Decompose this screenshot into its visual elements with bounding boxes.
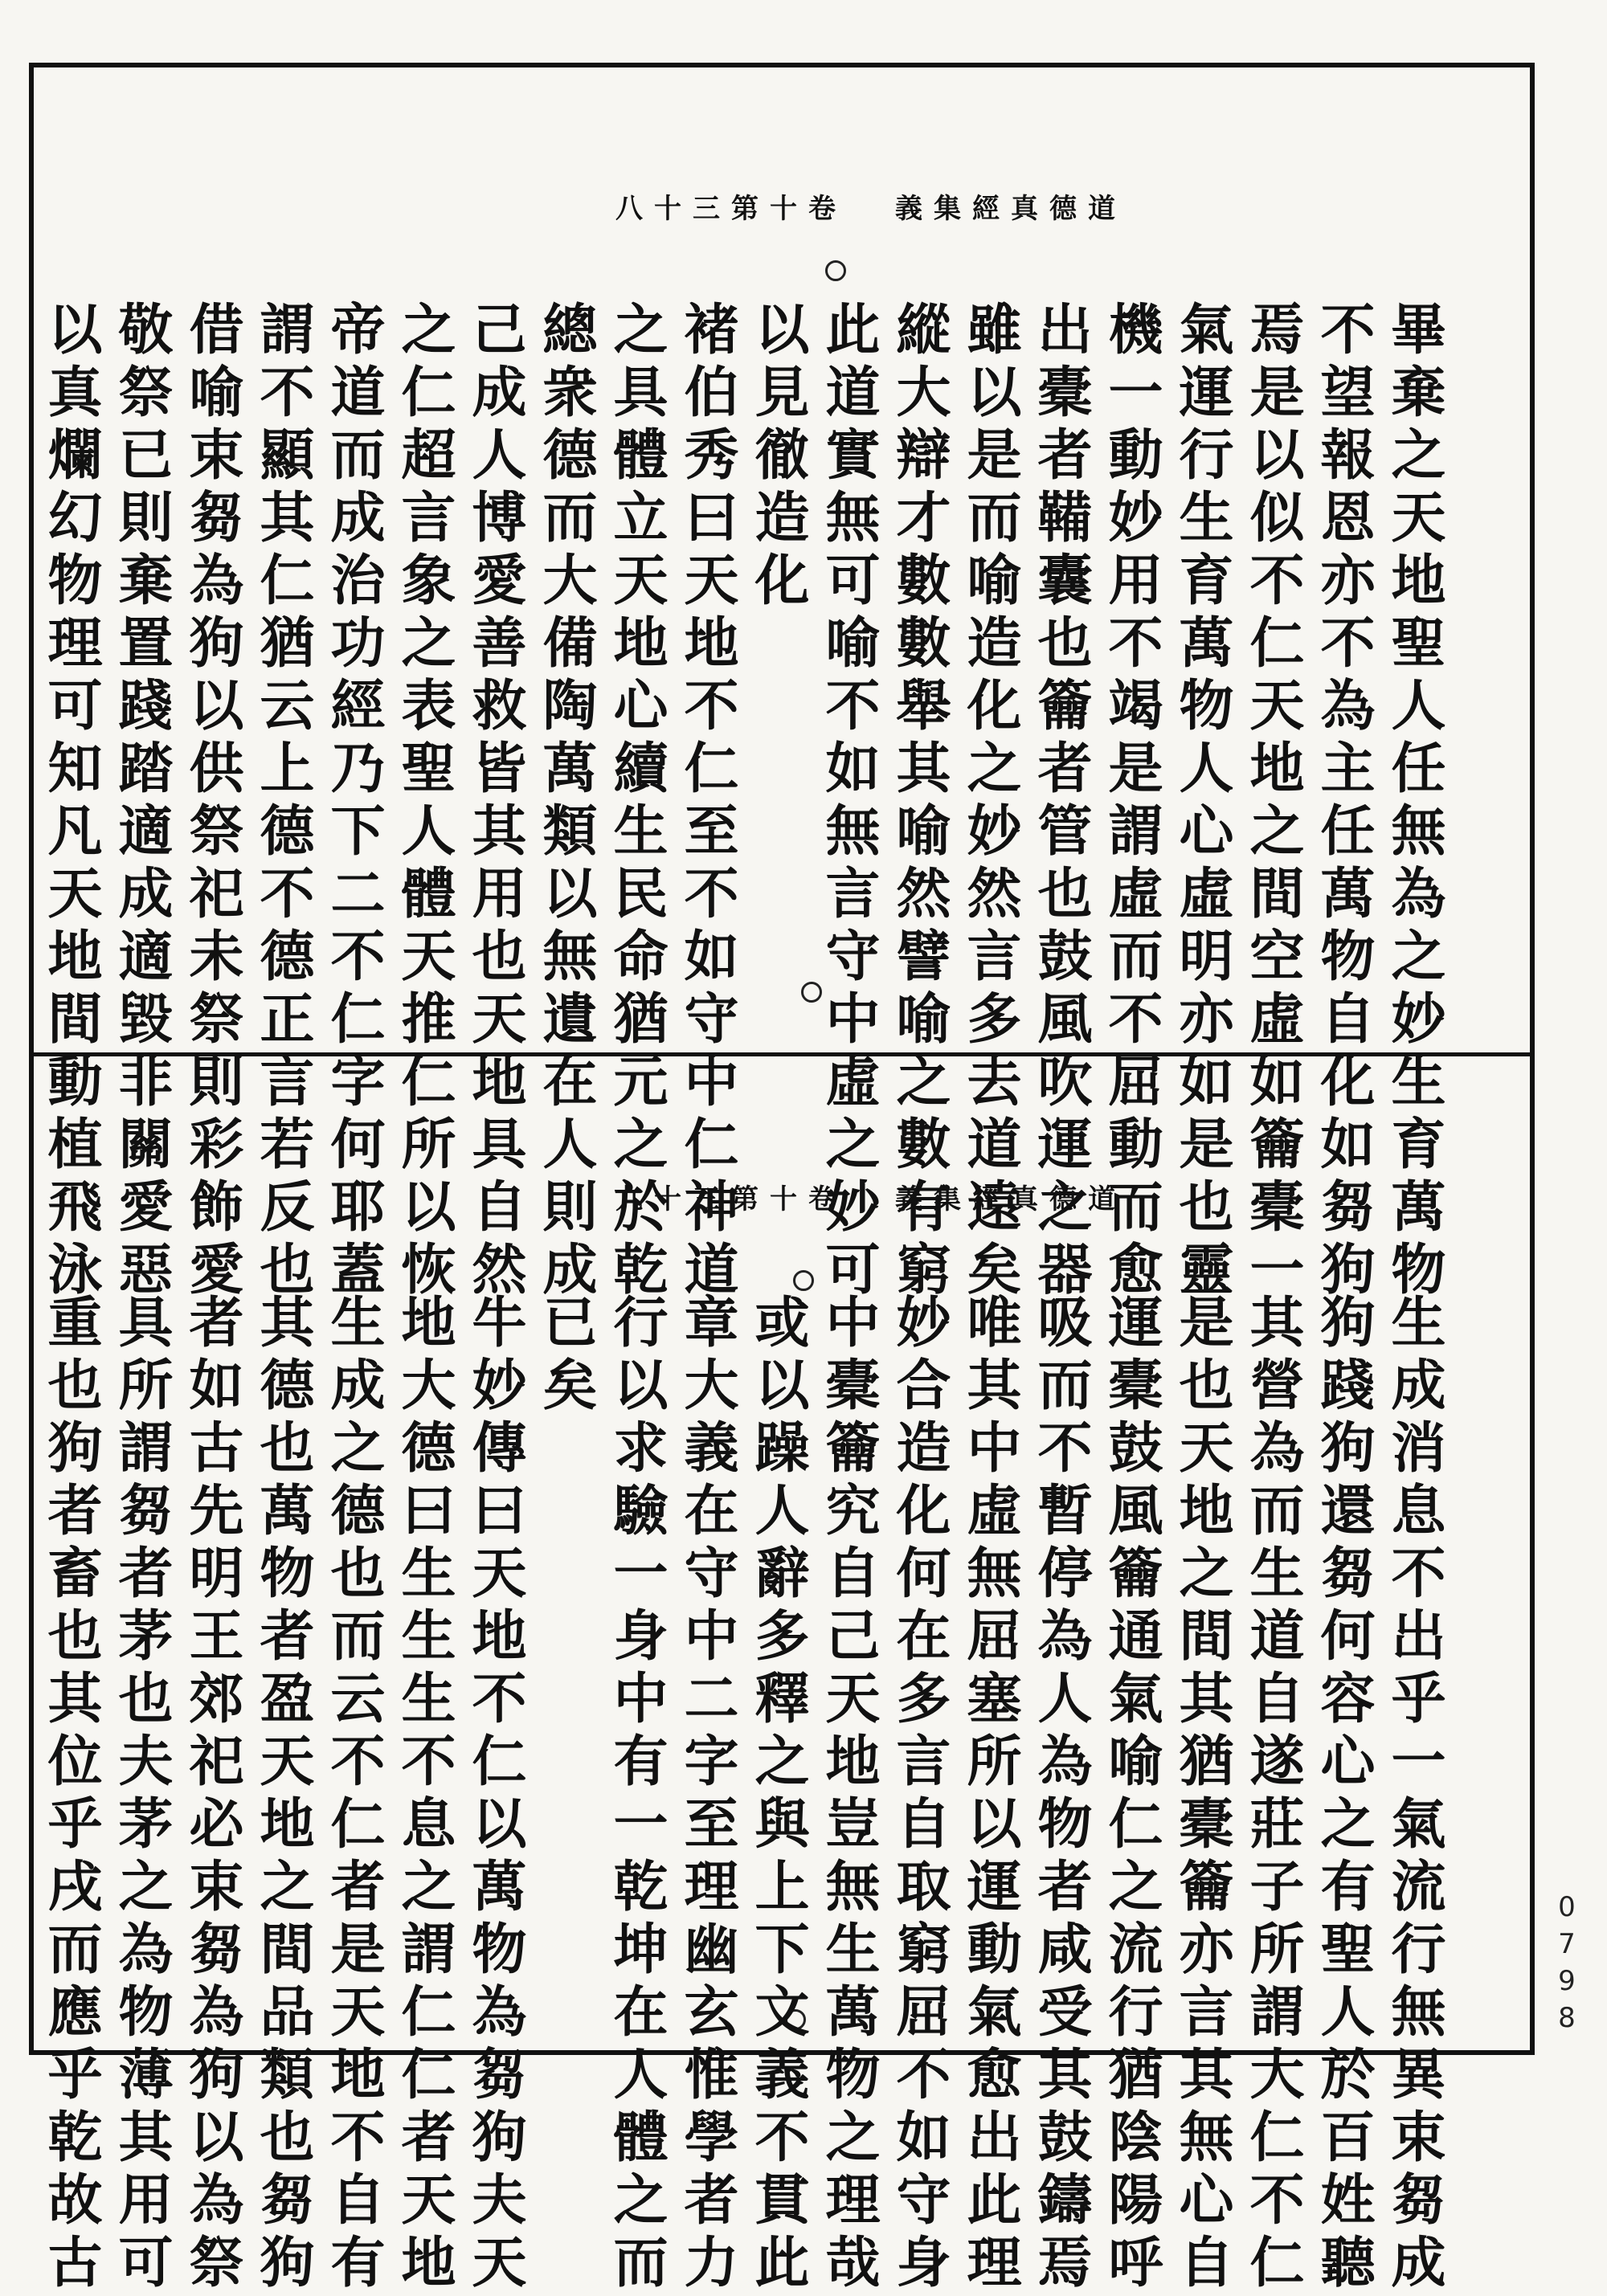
text-column: 總衆德而大備陶萬類以無遺在人則成 xyxy=(534,300,598,1303)
text-column: 帝道而成治功經乃下二不仁字何耶蓋 xyxy=(321,300,386,1303)
text-column: 運橐鼓風籥通氣喻仁之流行猶陰陽呼 xyxy=(1099,1293,1163,2296)
bottom-page-chapter: 卷十第三十九 xyxy=(615,1183,847,1215)
text-column: 是也天地之間其猶橐籥亦言其無心自 xyxy=(1170,1293,1234,2296)
top-page-chapter: 卷十第三十八 xyxy=(615,193,847,225)
text-column: 褚伯秀曰天地不仁至不如守中仁神道 xyxy=(675,300,739,1303)
text-column: 中橐籥究自己天地豈無生萬物之理哉 xyxy=(816,1293,881,2296)
page-number: 0798 xyxy=(1551,1891,1583,2039)
text-column: 生成之德也而云不仁者是天地不自有 xyxy=(321,1293,386,2296)
top-page-header xyxy=(516,186,1127,226)
text-column: 己成人博愛善救皆其用也天地具自然 xyxy=(463,300,527,1303)
text-column: 唯其中虛無屈塞所以運動氣愈出此理 xyxy=(958,1293,1022,2296)
circle-marker-icon xyxy=(793,1270,814,1291)
bottom-page-title: 道德真經集義 xyxy=(895,1183,1127,1215)
bottom-page-header xyxy=(516,1177,1127,1216)
text-column: 焉是以似不仁天地之間空虛如籥橐一 xyxy=(1241,300,1305,1303)
text-column: 之具體立天地心續生民命猶元之於乾 xyxy=(604,300,669,1303)
text-column: 者如古先明王郊祀必束芻為狗以為祭 xyxy=(180,1293,244,2296)
text-column: 以見徹造化 xyxy=(746,300,810,614)
text-column: 地大德曰生生生不息之謂仁仁者天地 xyxy=(392,1293,456,2296)
text-column: 其營為而生道自遂莊子所謂大仁不仁 xyxy=(1241,1293,1305,2296)
text-column: 此道實無可喻不如無言守中虛之妙可 xyxy=(816,300,881,1303)
text-column: 已矣 xyxy=(534,1293,598,1419)
text-column: 牛妙傳曰天地不仁以萬物為芻狗夫天 xyxy=(463,1293,527,2296)
text-column: 敬祭已則棄置踐踏適成適毀非關愛惡 xyxy=(109,300,174,1303)
text-column: 畢棄之天地聖人任無為之妙生育萬物 xyxy=(1382,300,1446,1303)
text-column: 借喻束芻為狗以供祭祀未祭則彩飾愛 xyxy=(180,300,244,1303)
text-column: 狗踐狗還芻何容心之有聖人於百姓聽 xyxy=(1311,1293,1376,2296)
text-column: 重也狗者畜也其位乎戌而應乎乾故古 xyxy=(39,1293,103,2296)
text-column: 雖以是而喻造化之妙然言多去道遠矣 xyxy=(958,300,1022,1303)
bottom-page xyxy=(34,1056,1530,2296)
top-page-title: 道德真經集義 xyxy=(895,193,1127,225)
text-column: 具所謂芻者茅也夫茅之為物薄其用可 xyxy=(109,1293,174,2296)
text-column: 章大義在守中二字至理幽玄惟學者力 xyxy=(675,1293,739,2296)
text-column: 吸而不暫停為人為物者咸受其鼓鑄焉 xyxy=(1028,1293,1093,2296)
text-column: 出橐者鞴囊也籥者管也鼓風吹運之器 xyxy=(1028,300,1093,1303)
text-column: 謂不顯其仁猶云上德不德正言若反也 xyxy=(251,300,315,1303)
text-column: 行以求驗一身中有一乾坤在人體之而 xyxy=(604,1293,669,2296)
text-column: 生成消息不出乎一氣流行無異束芻成 xyxy=(1382,1293,1446,2296)
text-column: 之仁超言象之表聖人體天推仁所以恢 xyxy=(392,300,456,1303)
text-column: 不望報恩亦不為主任萬物自化如芻狗 xyxy=(1311,300,1376,1303)
bottom-page-text xyxy=(39,1293,1446,2296)
text-column: 以真爛幻物理可知凡天地間動植飛泳 xyxy=(39,300,103,1303)
text-column: 妙合造化何在多言自取窮屈不如守身 xyxy=(887,1293,951,2296)
circle-marker-icon xyxy=(825,260,846,281)
page-frame xyxy=(29,63,1535,2296)
text-column: 或以躁人辭多釋之與上下文義不貫此 xyxy=(746,1293,810,2296)
text-column: 機一動妙用不竭是謂虛而不屈動而愈 xyxy=(1099,300,1163,1303)
text-column: 氣運行生育萬物人心虛明亦如是也靈 xyxy=(1170,300,1234,1303)
text-column: 縱大辯才數數舉其喻然譬喻之數有窮 xyxy=(887,300,951,1303)
text-column: 其德也萬物者盈天地之間品類也芻狗 xyxy=(251,1293,315,2296)
